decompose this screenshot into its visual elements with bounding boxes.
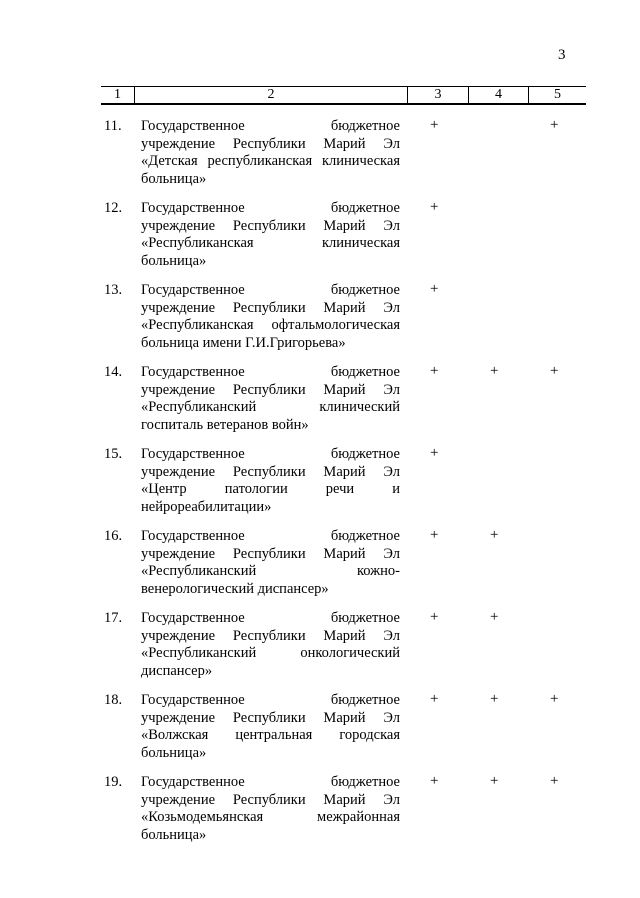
column-4-mark: + [490, 527, 499, 543]
institution-name [141, 446, 400, 516]
institution-name-line: Государственное бюджетное [141, 446, 400, 462]
column-4-mark: + [490, 773, 499, 789]
institution-name-line: Государственное бюджетное [141, 118, 400, 134]
institution-name-line: учреждение Республики Марий Эл [141, 299, 400, 316]
institution-name-line: Государственное бюджетное [141, 364, 400, 380]
row-number: 15. [104, 446, 123, 462]
row-number: 14. [104, 364, 123, 380]
institution-name-line: больница» [141, 252, 207, 269]
institution-name-line: больница имени Г.И.Григорьева» [141, 334, 346, 351]
institution-name-line: Государственное бюджетное [141, 200, 400, 216]
row-number: 11. [104, 118, 122, 134]
header-col-1: 1 [114, 87, 121, 102]
column-3-mark: + [430, 527, 439, 543]
row-number: 17. [104, 610, 123, 626]
institution-name-line: учреждение Республики Марий Эл [141, 381, 400, 398]
row-number: 18. [104, 692, 123, 708]
table-row [0, 528, 640, 610]
institution-name-line: нейрореабилитации» [141, 498, 272, 515]
institution-name-line: учреждение Республики Марий Эл [141, 627, 400, 644]
institution-name-line: учреждение Республики Марий Эл [141, 217, 400, 234]
institution-name-line: «Республиканский онкологический [141, 645, 400, 661]
column-5-mark: + [550, 773, 559, 789]
column-5-mark: + [550, 117, 559, 133]
institution-name-line: венерологический диспансер» [141, 580, 329, 597]
institution-name-line: «Республиканский клинический [141, 399, 400, 415]
column-3-mark: + [430, 445, 439, 461]
column-4-mark: + [490, 691, 499, 707]
institution-name-line: больница» [141, 826, 207, 843]
table-row [0, 774, 640, 856]
table-row [0, 446, 640, 528]
row-number: 16. [104, 528, 123, 544]
table-row [0, 118, 640, 200]
header-col-2: 2 [134, 87, 407, 103]
institution-name-line: «Козьмодемьянская межрайонная [141, 809, 400, 825]
institution-name-line: «Волжская центральная городская [141, 727, 400, 743]
institution-name-line: «Центр патологии речи и [141, 481, 400, 497]
institution-name [141, 364, 400, 434]
institution-name [141, 528, 400, 598]
row-number: 19. [104, 774, 123, 790]
column-3-mark: + [430, 609, 439, 625]
column-4-mark: + [490, 363, 499, 379]
institution-name [141, 282, 400, 352]
table-row [0, 282, 640, 364]
header-col-5: 5 [528, 87, 586, 103]
table-row [0, 692, 640, 774]
row-number: 12. [104, 200, 123, 216]
column-5-mark: + [550, 363, 559, 379]
institution-name-line: Государственное бюджетное [141, 528, 400, 544]
column-3-mark: + [430, 281, 439, 297]
table-row [0, 200, 640, 282]
institution-name-line: больница» [141, 170, 207, 187]
institution-name-line: учреждение Республики Марий Эл [141, 709, 400, 726]
column-3-mark: + [430, 117, 439, 133]
column-3-mark: + [430, 773, 439, 789]
row-number: 13. [104, 282, 123, 298]
institution-name-line: учреждение Республики Марий Эл [141, 791, 400, 808]
institution-name-line: Государственное бюджетное [141, 610, 400, 626]
table-header [101, 86, 586, 105]
header-col-3: 3 [407, 87, 468, 103]
column-3-mark: + [430, 691, 439, 707]
column-3-mark: + [430, 199, 439, 215]
institution-name [141, 774, 400, 844]
institution-name-line: учреждение Республики Марий Эл [141, 135, 400, 152]
table-row [0, 364, 640, 446]
institution-name-line: «Детская республиканская клиническая [141, 153, 400, 169]
table-row [0, 610, 640, 692]
institution-name-line: больница» [141, 744, 207, 761]
institution-name-line: «Республиканский кожно- [141, 563, 400, 579]
institution-name-line: «Республиканская офтальмологическая [141, 317, 400, 333]
institution-name-line: диспансер» [141, 662, 213, 679]
table-body [0, 118, 640, 856]
institution-name [141, 200, 400, 270]
header-col-4: 4 [468, 87, 528, 103]
institution-name [141, 692, 400, 762]
institution-name-line: Государственное бюджетное [141, 282, 400, 298]
column-5-mark: + [550, 691, 559, 707]
institution-name-line: учреждение Республики Марий Эл [141, 463, 400, 480]
page-number: 3 [558, 47, 566, 63]
institution-name [141, 118, 400, 188]
column-4-mark: + [490, 609, 499, 625]
column-3-mark: + [430, 363, 439, 379]
institution-name-line: Государственное бюджетное [141, 692, 400, 708]
institution-name-line: госпиталь ветеранов войн» [141, 416, 309, 433]
institution-name-line: «Республиканская клиническая [141, 235, 400, 251]
institution-name [141, 610, 400, 680]
institution-name-line: учреждение Республики Марий Эл [141, 545, 400, 562]
institution-name-line: Государственное бюджетное [141, 774, 400, 790]
